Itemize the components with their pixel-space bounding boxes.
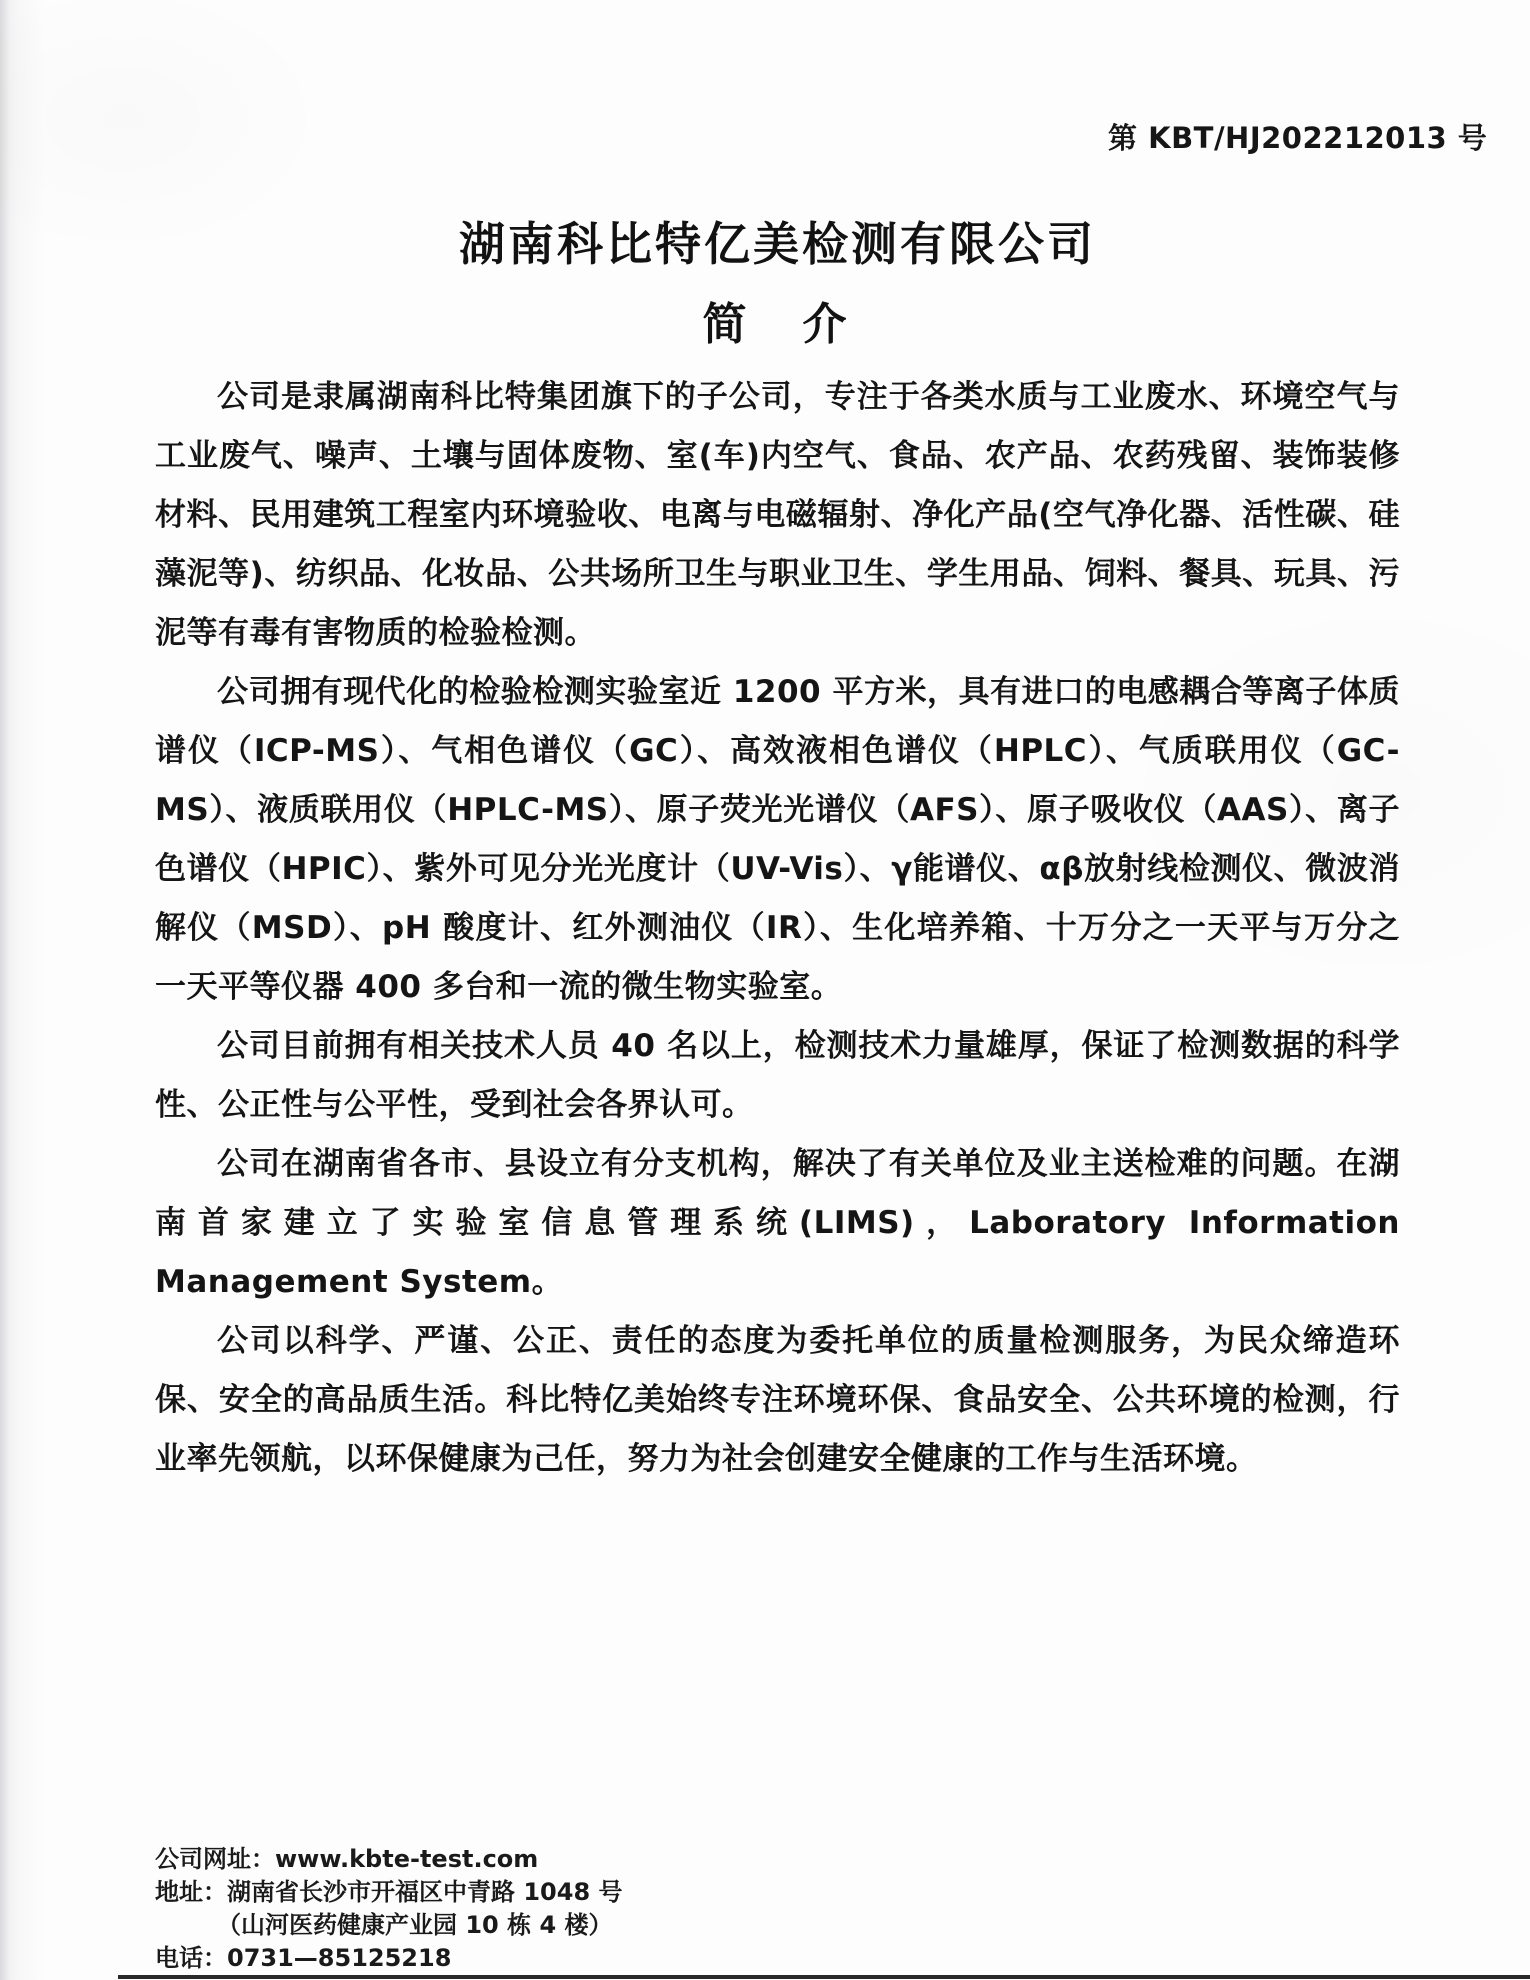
document-body bbox=[155, 368, 1400, 1489]
footer-website: 公司网址：www.kbte-test.com bbox=[155, 1845, 539, 1873]
title-block bbox=[155, 208, 1400, 352]
company-title: 湖南科比特亿美检测有限公司 bbox=[459, 217, 1096, 271]
body-paragraph-2: 公司拥有现代化的检验检测实验室近 1200 平方米，具有进口的电感耦合等离子体质谱仪（ICP-MS）、气相色谱仪（GC）、高效液相色谱仪（HPLC）、气质联用仪（GC-MS）、液质联用仪（HPLC-MS）、原子荧光光谱仪（AFS）、原子吸收仪（AAS）、离子色谱仪（HPIC）、紫外可见分光光度计（UV-Vis）、γ能谱仪、αβ放射线检测仪、微波消解仪（MSD）、pH 酸度计、红外测油仪（IR）、生化培养箱、十万分之一天平与万分之一天平等仪器 400 多台和一流的微生物实验室。 bbox=[155, 674, 1400, 1005]
page-subtitle: 简 介 bbox=[702, 299, 853, 350]
footer-phone: 电话：0731—85125218 bbox=[155, 1944, 452, 1972]
contact-footer bbox=[155, 1843, 623, 1975]
scan-edge-shadow bbox=[0, 0, 10, 1980]
scan-artifact-line bbox=[118, 1975, 1530, 1979]
document-number: 第 KBT/HJ202212013 号 bbox=[1108, 121, 1488, 155]
body-paragraph-4: 公司在湖南省各市、县设立有分支机构，解决了有关单位及业主送检难的问题。在湖南首家建立了实验室信息管理系统(LIMS)，Laboratory Information Management System。 bbox=[155, 1146, 1400, 1300]
footer-address-line2: （山河医药健康产业园 10 栋 4 楼） bbox=[217, 1911, 613, 1939]
body-paragraph-5: 公司以科学、严谨、公正、责任的态度为委托单位的质量检测服务，为民众缔造环保、安全的高品质生活。科比特亿美始终专注环境环保、食品安全、公共环境的检测，行业率先领航，以环保健康为己任，努力为社会创建安全健康的工作与生活环境。 bbox=[155, 1323, 1400, 1477]
body-paragraph-3: 公司目前拥有相关技术人员 40 名以上，检测技术力量雄厚，保证了检测数据的科学性、公正性与公平性，受到社会各界认可。 bbox=[155, 1028, 1400, 1123]
body-paragraph-1: 公司是隶属湖南科比特集团旗下的子公司，专注于各类水质与工业废水、环境空气与工业废气、噪声、土壤与固体废物、室(车)内空气、食品、农产品、农药残留、装饰装修材料、民用建筑工程室内环境验收、电离与电磁辐射、净化产品(空气净化器、活性碳、硅藻泥等)、纺织品、化妆品、公共场所卫生与职业卫生、学生用品、饲料、餐具、玩具、污泥等有毒有害物质的检验检测。 bbox=[155, 379, 1400, 651]
footer-address: 地址：湖南省长沙市开福区中青路 1048 号 bbox=[155, 1878, 623, 1906]
